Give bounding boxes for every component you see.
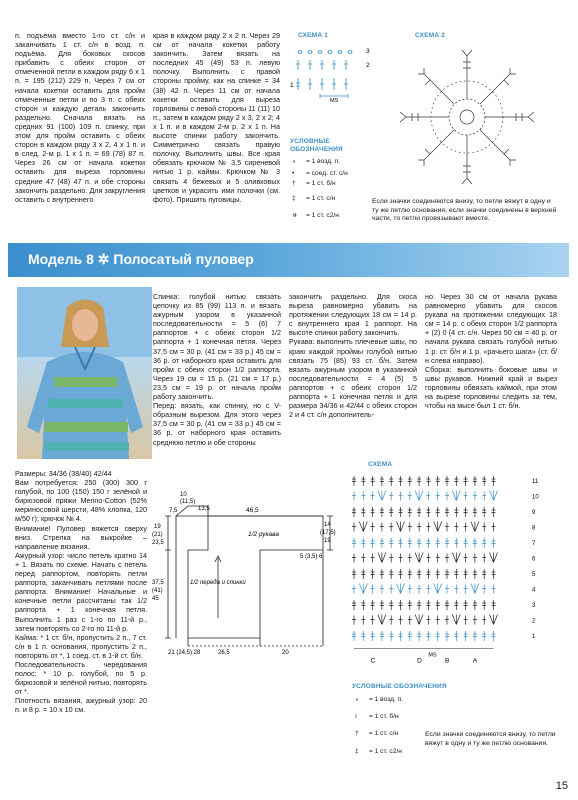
- legend1-item-5: [292, 212, 339, 220]
- legend1-item-2: [292, 170, 348, 178]
- chart-stitch-symbol: [482, 600, 486, 610]
- schema-top-1: 10: [180, 492, 187, 498]
- chart-stitch-symbol: [436, 507, 440, 517]
- chart-stitch-symbol: [445, 585, 449, 594]
- chart-stitch-symbol: [452, 615, 460, 625]
- chart-stitch-symbol: [454, 507, 458, 517]
- chart-stitch-symbol: [380, 538, 384, 548]
- chart-stitch-symbol: [371, 523, 375, 532]
- scheme1-num-3: 3: [366, 48, 370, 55]
- chart-stitch-symbol: [482, 585, 486, 594]
- chart-stitch-symbol: [434, 522, 442, 532]
- chart-stitch-symbol: [464, 600, 468, 610]
- text-col1-bottom: Размеры: 34/36 (38/40) 42/44 Вам потребуется: 250 (300) 300 г голубой, по 100 (150) 150 г зелёной и бирюзовой пряжи Merino-Cotton (52% мериносовой шерсти, 48% хлопка, 120 м/50 г); крючок № 4. Внимание! Пуловер вяжется сверху вниз. Стрелка на выкройке – направление вязания. Ажурный узор: число петель кратно 14 + 1. Вязать по схеме. Начать с петель перед раппортом, повторять петли раппорта, заканчивать петлями после раппорта. Внимание! Начальные и конечные петли рассчитаны так 1/2 раппорта + 1 конечная петля. Выполнить 1 раз с 1-го по 11-й р., затем повторять со 2-го по 11-й р. Кайма: * 1 ст. б/н, пропустить 2 п., 7 ст. с/н в 1 п. основания, пропустить 2 п., повторять от *, 1 соед. ст. в 1-й ст. б/н. Последовательность чередования полос: * 10 р. голубой, по 5 р. бирюзовой и зелёной нитью, повторять от *. Плотность вязания, ажурный узор: 20 п. и 8 р. = 10 х 10 см.: [15, 469, 147, 715]
- chart-stitch-symbol: [492, 585, 496, 594]
- chart-row-number: 1: [532, 634, 536, 640]
- schema-sleeve: 1/2 рукава: [248, 531, 280, 538]
- text-col4-bottom: но. Через 30 см от начала рукава равномерно убавить для скосов рукава на протяжении следующих 18 см = 14 р. с обеих сторон 1/2 раппорта + (2) 0 (4 ст. с/н. Через 50 см = 40 р. от начала рукава связать голубой нитью 1 р. ст. б/н и 1 р. «рачьего шага» (ст. б/н слева направо). Сборка: выполнить боковые швы и швы рукавов. Нижний край и вырез горловины обвязать каймой, при этом на вырезе горловины следить за тем, чтобы на мысе был 1 ст. б/н.: [425, 292, 557, 411]
- chart-stitch-symbol: [380, 476, 384, 486]
- chart-ms-label: MS: [428, 652, 437, 659]
- chart-stitch-symbol: [445, 476, 449, 486]
- chart-stitch-symbol: [434, 584, 442, 594]
- chart-stitch-symbol: [473, 600, 477, 610]
- legend2-item-1: [355, 696, 403, 704]
- chart-stitch-symbol: [492, 507, 496, 517]
- chart-stitch-symbol: [445, 554, 449, 563]
- chart-stitch-symbol: [408, 507, 412, 517]
- chart-stitch-symbol: [492, 569, 496, 579]
- chart-stitch-symbol: [399, 476, 403, 486]
- slip-stitch-icon: •: [292, 170, 295, 177]
- schema-top-3: 13,5: [198, 506, 210, 512]
- air-loop-icon: ∘: [292, 158, 297, 165]
- chart-stitch-symbol: [361, 492, 365, 501]
- scheme1-num-2: 2: [366, 62, 370, 69]
- double-crochet-icon: ‡: [292, 195, 296, 202]
- chart-stitch-symbol: [426, 554, 430, 563]
- chart-stitch-symbol: [389, 600, 393, 610]
- legend1-item-4: [292, 195, 335, 203]
- chart-stitch-symbol: [490, 615, 498, 625]
- chart-stitch-symbol: [378, 491, 386, 501]
- chart-stitch-symbol: [464, 631, 468, 641]
- chart-stitch-symbol: [399, 554, 403, 563]
- chart-stitch-symbol: [482, 569, 486, 579]
- chart-stitch-symbol: [359, 522, 367, 532]
- chart-row-number: 11: [532, 479, 539, 485]
- chart-stitch-symbol: [417, 538, 421, 548]
- legend1-text: = 1 ст. с/н: [306, 195, 336, 202]
- legend1-text: = 1 ст. с2/н: [306, 212, 339, 219]
- chart-stitch-symbol: [482, 507, 486, 517]
- legend2-item-4: [355, 748, 402, 756]
- chart-stitch-symbol: [415, 491, 423, 501]
- model-title: Модель 8 ✲ Полосатый пуловер: [28, 251, 254, 267]
- single-crochet-icon: ı: [355, 713, 357, 720]
- chart-stitch-symbol: [361, 600, 365, 610]
- chart-row-number: 10: [532, 494, 539, 501]
- chart-stitch-symbol: [426, 585, 430, 594]
- chart-stitch-symbol: [380, 585, 384, 594]
- chart-stitch-symbol: [408, 600, 412, 610]
- text-col2-bottom: Спинка: голубой нитью связать цепочку из 85 (99) 113 п. и вязать ажурным узором в указанной последовательности = 5 (6) 7 раппортов + с обеих сторон 1/2 раппорта + 1 конечная петля. Через 37,5 см = 30 р. (41 см = 33 р.) 45 см = 36 р. от наборного края оставить для пройм с обеих сторон 1/2 раппорта. Через 19 см = 15 р. (21 см = 17 р.) 23,5 см = 19 р. от начала пройм работу закончить. Перед: вязать, как спинку, но с V-образным вырезом. Для этого через 37,5 см = 30 р. (41 см = 33 р.) 45 см = 36 р. от наборного края оставить среднюю петлю и обе стороны: [153, 292, 281, 447]
- chart-stitch-symbol: [359, 584, 367, 594]
- chart-stitch-symbol: [417, 523, 421, 532]
- chart-stitch-symbol: [378, 553, 386, 563]
- chart-row-number: 3: [532, 603, 536, 609]
- chart-stitch-symbol: [371, 492, 375, 501]
- chart-stitch-symbol: [371, 600, 375, 610]
- scheme1-title: СХЕМА 1: [298, 32, 329, 39]
- chart-stitch-symbol: [492, 600, 496, 610]
- chart-stitch-symbol: [473, 554, 477, 563]
- chart-stitch-symbol: [426, 476, 430, 486]
- chart-stitch-symbol: [371, 616, 375, 625]
- chart-stitch-symbol: [399, 507, 403, 517]
- legend1-text: = соед. ст. с/н: [306, 170, 348, 177]
- legend1-text: = 1 возд. п.: [306, 158, 340, 165]
- schema-bottom-3: 20: [282, 650, 289, 656]
- chart-stitch-symbol: [473, 616, 477, 625]
- chart-stitch-symbol: [426, 600, 430, 610]
- chart-stitch-symbol: [352, 507, 356, 517]
- chart-stitch-symbol: [454, 600, 458, 610]
- chart-stitch-symbol: [454, 476, 458, 486]
- chart-stitch-symbol: [426, 631, 430, 641]
- chart-stitch-symbol: [482, 616, 486, 625]
- chart-stitch-symbol: [371, 631, 375, 641]
- chart-stitch-symbol: [464, 554, 468, 563]
- chart-stitch-symbol: [445, 507, 449, 517]
- chart-stitch-symbol: [389, 554, 393, 563]
- chart-stitch-symbol: [389, 523, 393, 532]
- chart-stitch-symbol: [426, 507, 430, 517]
- chart-stitch-symbol: [482, 554, 486, 563]
- schema-right-small: 5 (3,5) 6: [300, 554, 323, 560]
- chart-stitch-symbol: [417, 569, 421, 579]
- chart-stitch-symbol: [352, 554, 356, 563]
- chart-stitch-symbol: [408, 492, 412, 501]
- chart-stitch-symbol: [436, 538, 440, 548]
- chart-stitch-symbol: [436, 600, 440, 610]
- chart-stitch-symbol: [380, 523, 384, 532]
- chart-stitch-symbol: [380, 600, 384, 610]
- chart-stitch-symbol: [426, 538, 430, 548]
- model-photo: [17, 287, 152, 459]
- chart-stitch-symbol: [389, 631, 393, 641]
- chart-stitch-symbol: [417, 507, 421, 517]
- text-col3-bottom: закончить раздельно. Для скоса выреза равномерно убавить на протяжении следующих 18 см = 14 р. с внутреннего края 1 раппорт. На высоте спинки работу закончить. Рукава: выполнить плечевые швы, по краю каждой проймы голубой нитью связать 75 (85) 93 ст. б/н. Затем вязать ажурным узором в указанной последовательности = 4 (5) 5 раппортов + с обеих сторон 1/2 раппорта + 1 конечная петля и для размера 34/36 и 42/44 с обеих сторон 2 и 4 ст. с/н дополнитель-: [289, 292, 417, 420]
- chart-stitch-symbol: [399, 538, 403, 548]
- chart-stitch-symbol: [408, 616, 412, 625]
- crochet-chart: [346, 470, 546, 670]
- chart-row-number: 9: [532, 510, 536, 516]
- chart-stitch-symbol: [426, 616, 430, 625]
- chart-stitch-symbol: [352, 492, 356, 501]
- scheme2-title: СХЕМА 2: [415, 32, 446, 39]
- air-loop-icon: ∘: [355, 696, 360, 703]
- chart-stitch-symbol: [361, 476, 365, 486]
- legend1-text: = 1 ст. б/н: [306, 180, 336, 187]
- chart-stitch-symbol: [399, 631, 403, 641]
- legend2-text: = 1 ст. с2/н: [369, 748, 402, 755]
- chart-stitch-symbol: [473, 538, 477, 548]
- schema-right-1: 14: [324, 522, 331, 528]
- chart-stitch-symbol: [464, 476, 468, 486]
- chart-stitch-symbol: [445, 523, 449, 532]
- chart-stitch-symbol: [454, 523, 458, 532]
- legend1-title: УСЛОВНЫЕ ОБОЗНАЧЕНИЯ: [290, 138, 343, 153]
- legend2-text: = 1 возд. п.: [369, 696, 403, 703]
- chart-stitch-symbol: [352, 538, 356, 548]
- chart-stitch-symbol: [482, 523, 486, 532]
- scheme1-diagram: [290, 42, 375, 104]
- chart-stitch-symbol: [436, 569, 440, 579]
- model-banner: [8, 243, 569, 277]
- chart-stitch-symbol: [482, 631, 486, 641]
- chart-stitch-symbol: [361, 569, 365, 579]
- chart-repeat-letter: B: [445, 657, 450, 665]
- chart-stitch-symbol: [389, 476, 393, 486]
- chart-stitch-symbol: [471, 522, 479, 532]
- chart-stitch-symbol: [380, 507, 384, 517]
- legend1-item-3: [292, 180, 336, 188]
- chart-stitch-symbol: [492, 476, 496, 486]
- chart-stitch-symbol: [482, 476, 486, 486]
- chart-stitch-symbol: [436, 616, 440, 625]
- schema-left2-1: 37,5: [152, 580, 164, 586]
- chart-stitch-symbol: [389, 585, 393, 594]
- chart-stitch-symbol: [371, 476, 375, 486]
- legend2-item-3: [355, 730, 398, 738]
- schema-left-2: (21): [152, 532, 163, 538]
- chart-stitch-symbol: [426, 523, 430, 532]
- chart-row-number: 7: [532, 541, 536, 547]
- chart-stitch-symbol: [352, 523, 356, 532]
- chart-stitch-symbol: [361, 616, 365, 625]
- chart-stitch-symbol: [464, 507, 468, 517]
- chart-stitch-symbol: [389, 507, 393, 517]
- chart-stitch-symbol: [380, 631, 384, 641]
- chart-stitch-symbol: [380, 569, 384, 579]
- chart-stitch-symbol: [473, 569, 477, 579]
- chart-stitch-symbol: [408, 569, 412, 579]
- legend1-item-1: [292, 158, 340, 166]
- treble-crochet-icon: ⧺: [292, 212, 298, 219]
- chart-stitch-symbol: [473, 631, 477, 641]
- chart-stitch-symbol: [417, 631, 421, 641]
- chart-stitch-symbol: [415, 615, 423, 625]
- chart-stitch-symbol: [454, 585, 458, 594]
- chart-stitch-symbol: [473, 492, 477, 501]
- chart-stitch-symbol: [408, 631, 412, 641]
- chart-repeat-letter: D: [417, 657, 422, 665]
- schema-width: 46,5: [246, 507, 259, 514]
- chart-stitch-symbol: [408, 538, 412, 548]
- chart-stitch-symbol: [389, 492, 393, 501]
- chart-stitch-symbol: [378, 615, 386, 625]
- chart-stitch-symbol: [389, 616, 393, 625]
- chart-stitch-symbol: [445, 538, 449, 548]
- chart-stitch-symbol: [454, 631, 458, 641]
- page-number: 15: [555, 780, 568, 792]
- chart-row-number: 5: [532, 572, 536, 578]
- chart-stitch-symbol: [492, 538, 496, 548]
- chart-stitch-symbol: [352, 631, 356, 641]
- chart-stitch-symbol: [399, 600, 403, 610]
- chart-stitch-symbol: [445, 616, 449, 625]
- chart-stitch-symbol: [408, 585, 412, 594]
- chart-title: СХЕМА: [368, 461, 393, 468]
- schema-front: 1/2 переда и спинки: [190, 580, 246, 586]
- chart-stitch-symbol: [426, 492, 430, 501]
- chart-stitch-symbol: [464, 523, 468, 532]
- chart-stitch-symbol: [361, 554, 365, 563]
- chart-stitch-symbol: [352, 569, 356, 579]
- chart-stitch-symbol: [464, 538, 468, 548]
- chart-stitch-symbol: [436, 492, 440, 501]
- chart-stitch-symbol: [473, 507, 477, 517]
- pattern-schema: [148, 488, 338, 658]
- chart-stitch-symbol: [426, 569, 430, 579]
- chart-stitch-symbol: [436, 476, 440, 486]
- chart-stitch-symbol: [445, 492, 449, 501]
- schema-left-1: 19: [154, 524, 161, 530]
- chart-repeat-letter: C: [370, 657, 376, 665]
- chart-stitch-symbol: [490, 491, 498, 501]
- chart-stitch-symbol: [417, 600, 421, 610]
- double-crochet-icon: †: [355, 730, 359, 737]
- chart-stitch-symbol: [492, 523, 496, 532]
- scheme2-diagram: [388, 42, 546, 192]
- legend2-note: Если значки соединяются внизу, то петли вяжут в одну и ту же петлю основания.: [425, 731, 556, 747]
- chart-stitch-symbol: [417, 585, 421, 594]
- chart-stitch-symbol: [445, 569, 449, 579]
- chart-stitch-symbol: [408, 476, 412, 486]
- chart-stitch-symbol: [361, 507, 365, 517]
- legend2-text: = 1 ст. с/н: [369, 730, 399, 737]
- schema-left2-2: (41): [152, 588, 163, 594]
- treble-crochet-icon: ‡: [355, 748, 359, 755]
- schema-left-3: 23,5: [152, 540, 164, 546]
- chart-stitch-symbol: [482, 492, 486, 501]
- chart-stitch-symbol: [464, 585, 468, 594]
- schema-right-2: (17,5): [320, 530, 336, 536]
- chart-stitch-symbol: [417, 476, 421, 486]
- chart-stitch-symbol: [436, 554, 440, 563]
- chart-stitch-symbol: [408, 523, 412, 532]
- chart-stitch-symbol: [352, 476, 356, 486]
- chart-row-number: 4: [532, 587, 536, 594]
- text-col1-top: п. подъёма вместо 1-го ст. с/н и заканчивать 1 ст. с/н в возд. п. подъёма. Для боковых скосов прибавить с обеих сторон от отмеченной петли в каждом ряду 6 х 1 п. = 195 (212) 229 п. Через 7 см от начала кокетки оставить для пройм отмеченные петли и по 3 п. с обеих сторон и каждую деталь закончить раздельно. Сначала вязать на средних 91 (100) 109 п. спинку, при этом для пройм оставить с обеих сторон в каждом ряду 3 х 2, 4 х 1 п. и в след. 2-м р. 1 х 1 п. = 69 (78) 87 п. Через 26 см от начала кокетки оставить для выреза горловины средние 47 (48) 47 п. и обе стороны закончить раздельно. Для закругления оставить с внутреннего: [15, 31, 145, 204]
- chart-stitch-symbol: [445, 600, 449, 610]
- chart-stitch-symbol: [352, 585, 356, 594]
- chart-stitch-symbol: [492, 631, 496, 641]
- chart-row-number: 6: [532, 556, 536, 563]
- chart-stitch-symbol: [454, 569, 458, 579]
- schema-left-top: 7,5: [169, 508, 178, 514]
- chart-stitch-symbol: [399, 492, 403, 501]
- schema-bottom-1: 21 (24,5) 28: [168, 650, 201, 656]
- chart-stitch-symbol: [371, 569, 375, 579]
- chart-stitch-symbol: [452, 491, 460, 501]
- schema-bottom-2: 26,5: [218, 650, 230, 656]
- chart-stitch-symbol: [445, 631, 449, 641]
- chart-stitch-symbol: [352, 600, 356, 610]
- chart-stitch-symbol: [464, 616, 468, 625]
- chart-stitch-symbol: [399, 569, 403, 579]
- chart-stitch-symbol: [464, 569, 468, 579]
- chart-stitch-symbol: [371, 538, 375, 548]
- legend2-item-2: [355, 713, 399, 721]
- chart-stitch-symbol: [397, 522, 405, 532]
- chart-stitch-symbol: [473, 476, 477, 486]
- chart-stitch-symbol: [371, 554, 375, 563]
- chart-stitch-symbol: [397, 584, 405, 594]
- chart-stitch-symbol: [471, 584, 479, 594]
- chart-stitch-symbol: [408, 554, 412, 563]
- chart-stitch-symbol: [482, 538, 486, 548]
- chart-row-number: 8: [532, 525, 536, 532]
- chart-stitch-symbol: [389, 569, 393, 579]
- chart-stitch-symbol: [490, 553, 498, 563]
- chart-stitch-symbol: [464, 492, 468, 501]
- chart-stitch-symbol: [452, 553, 460, 563]
- single-crochet-icon: †: [292, 180, 296, 187]
- chart-stitch-symbol: [389, 538, 393, 548]
- chart-stitch-symbol: [352, 616, 356, 625]
- schema-left2-3: 45: [152, 596, 159, 602]
- chart-stitch-symbol: [371, 507, 375, 517]
- legend1-note: Если значки соединяются внизу, то петли вяжут в одну и ту же петлю основания, если значки соединены в верхней части, то петли провязывают вместе.: [372, 198, 557, 222]
- scheme1-num-1: 1: [290, 82, 294, 89]
- chart-stitch-symbol: [415, 553, 423, 563]
- chart-stitch-symbol: [361, 538, 365, 548]
- chart-stitch-symbol: [436, 631, 440, 641]
- chart-stitch-symbol: [399, 616, 403, 625]
- chart-stitch-symbol: [454, 538, 458, 548]
- schema-top-2: (11,5): [180, 499, 196, 505]
- text-col2-top: края в каждом ряду 2 х 2 п. Через 29 см от начала кокетки работу закончить. Затем вязать на последних 45 (49) 53 п. левую полочку. Выполнить с правой стороны пройму, как на спинке = 34 (38) 42 п. Через 11 см от начала кокетки оставить для выреза горловины с левой стороны 11 (11) 10 п., затем в каждом ряду 2 х 3, 2 х 2; 4 х 1 п. и в каждом 2-м р. 2 х 1 п. На высоте спинки работу закончить. Симметрично связать правую полочку. Выполнить швы. Все края обвязать крючком № 3,5 сиреневой нитью 1 р. каймы. Крючком № 3 связать 4 бежевых и 5 оливковых цветков и украсить ими полочки (см. фото). Пришить пуговицы.: [153, 31, 280, 204]
- scheme1-ms: MS: [330, 98, 339, 104]
- legend2-title: УСЛОВНЫЕ ОБОЗНАЧЕНИЯ: [352, 683, 447, 690]
- legend2-text: = 1 ст. б/н: [369, 713, 399, 720]
- chart-row-number: 2: [532, 618, 536, 625]
- chart-repeat-letter: A: [472, 657, 478, 665]
- schema-right-3: 19: [324, 538, 331, 544]
- chart-stitch-symbol: [361, 631, 365, 641]
- chart-stitch-symbol: [371, 585, 375, 594]
